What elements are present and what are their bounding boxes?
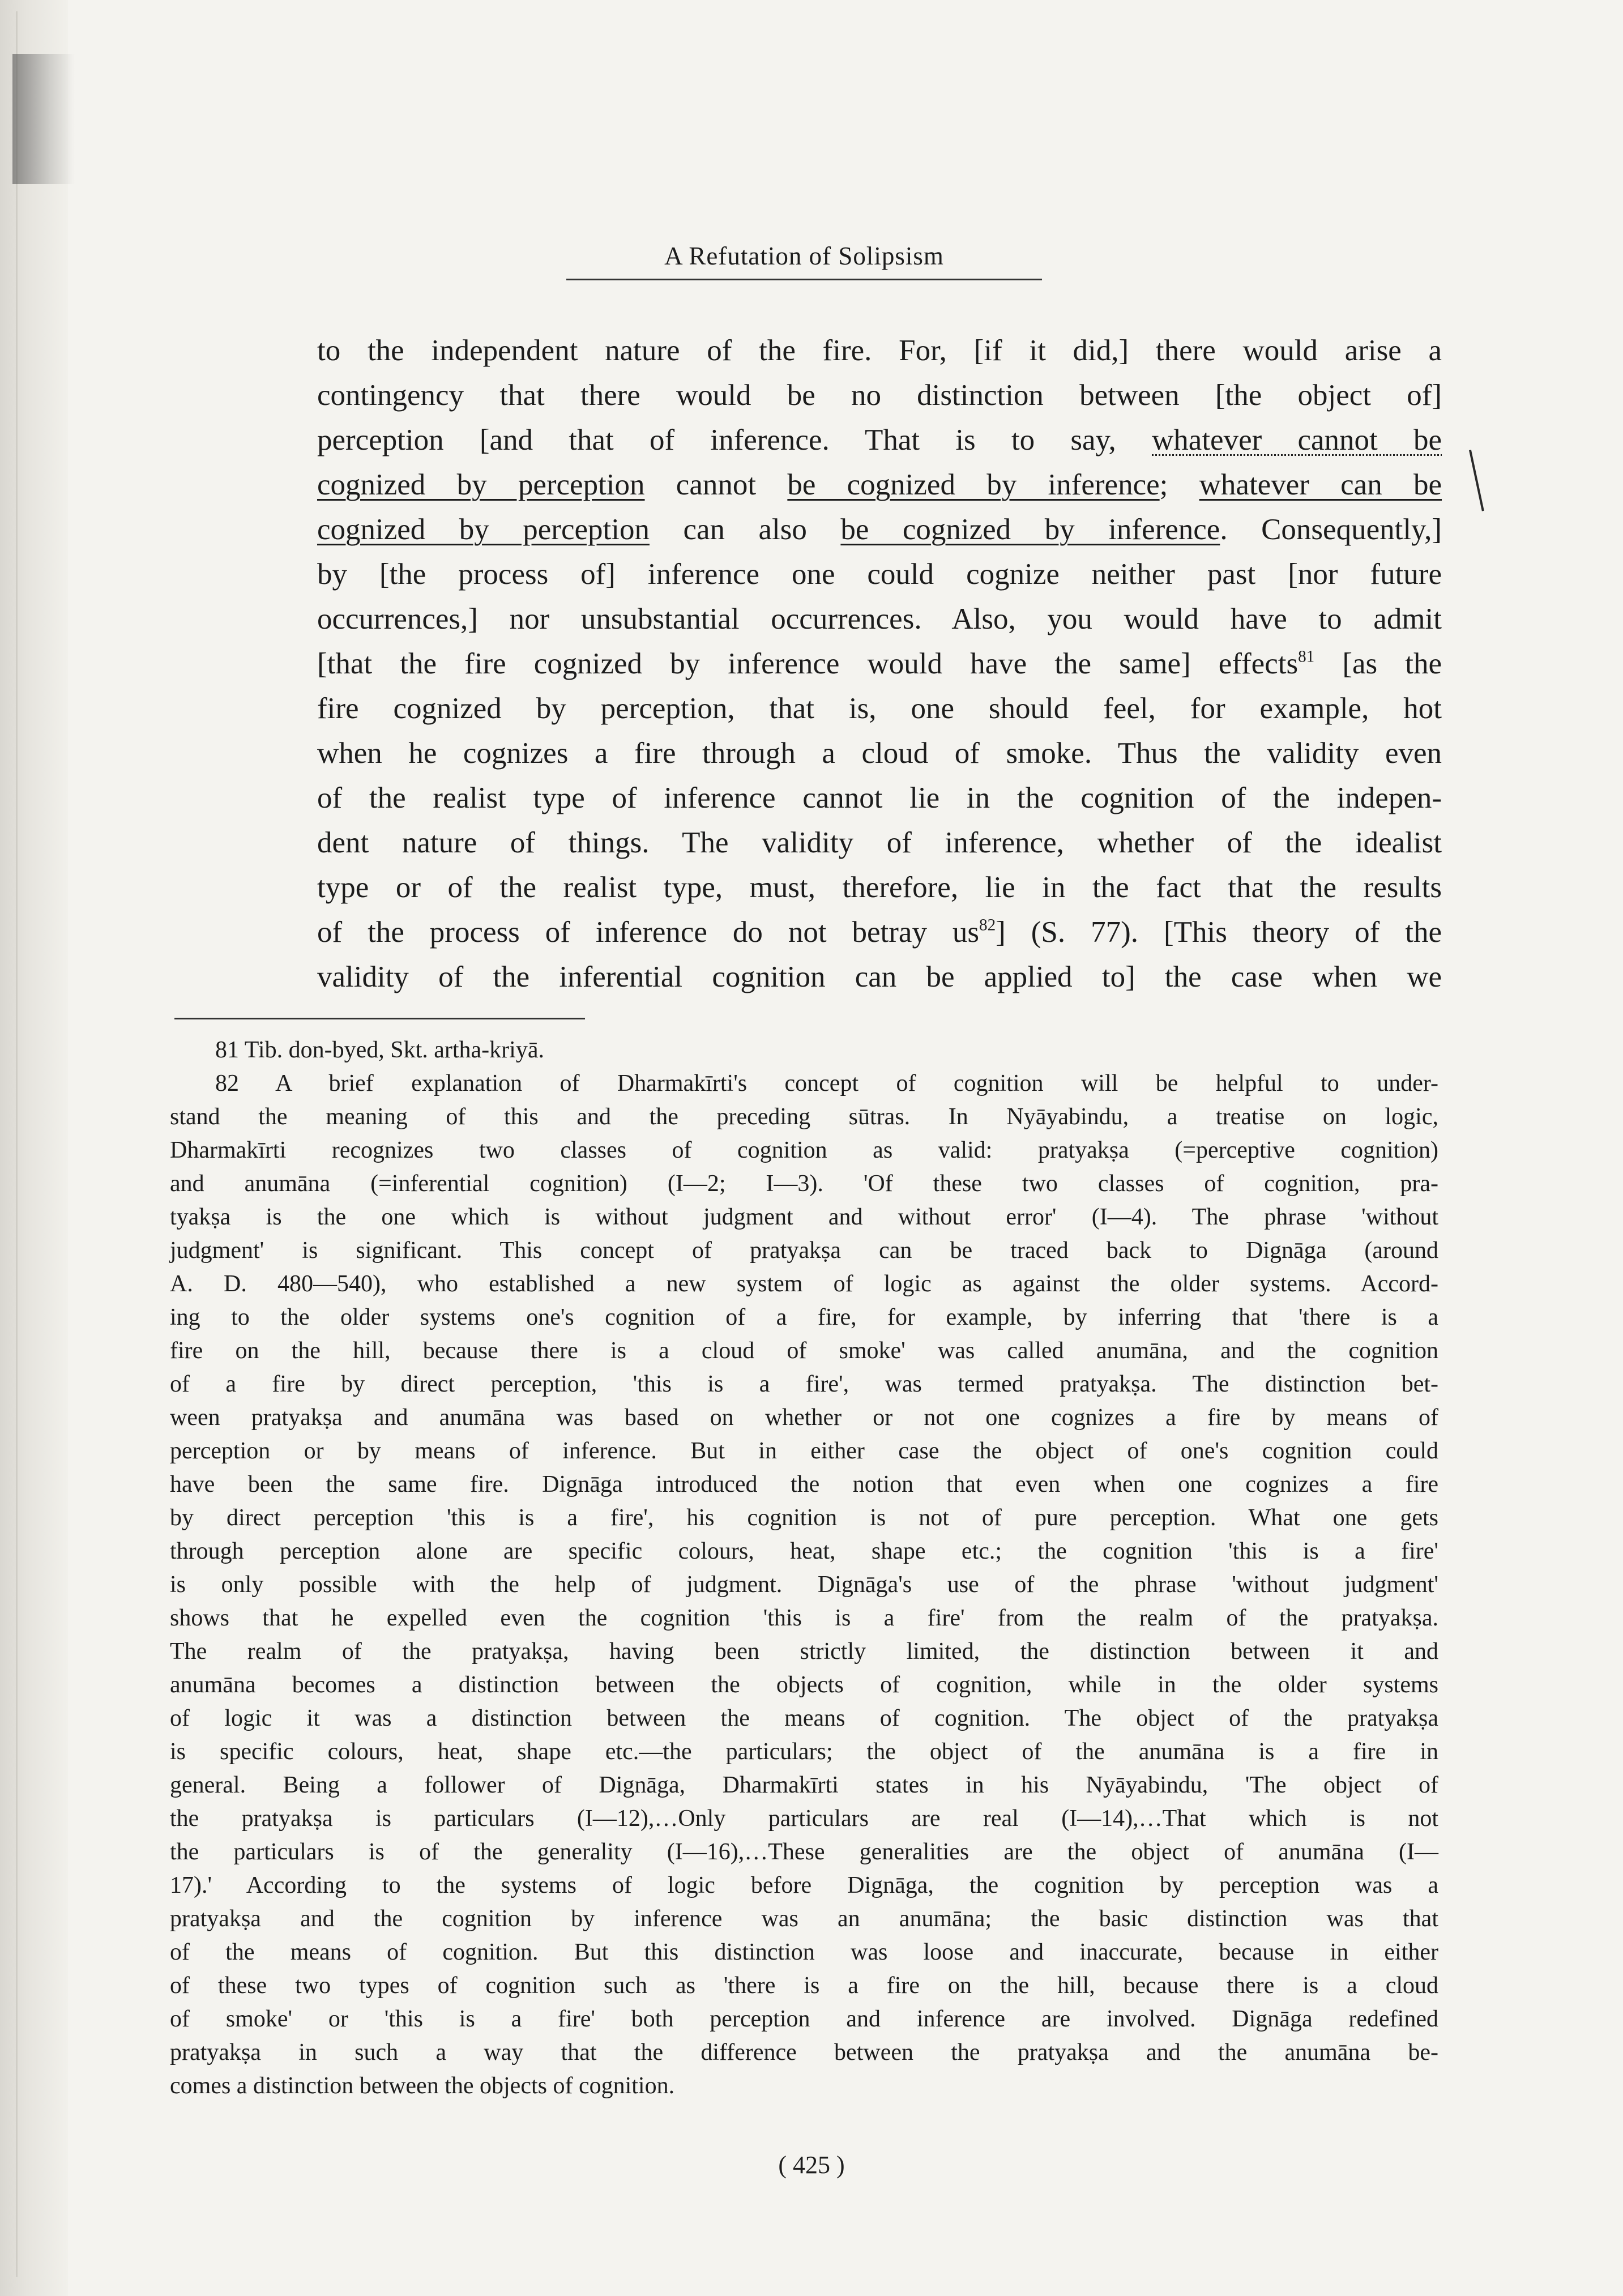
footnotes	[170, 1034, 1438, 2103]
footnote-rule	[174, 1018, 585, 1019]
main-line: contingency that there would be no distinction between [the object of]	[317, 379, 1442, 412]
footnote-line: pratyakṣa in such a way that the difference between the pratyakṣa and the anumāna be-	[170, 2039, 1438, 2065]
footnote-line: by direct perception 'this is a fire', his cognition is not of pure perception. What one gets	[170, 1505, 1438, 1531]
binding-edge-line	[16, 11, 18, 2277]
main-line: cognized by perception cannot be cognized by inference; whatever can be	[317, 468, 1442, 501]
underlined-phrase: cognized by perception	[317, 513, 650, 546]
main-line: by [the process of] inference one could cognize neither past [nor future	[317, 558, 1442, 591]
main-line: type or of the realist type, must, therefore, lie in the fact that the results	[317, 871, 1442, 904]
footnote-line: tyakṣa is the one which is without judgment and without error' (I—4). The phrase 'without	[170, 1204, 1438, 1230]
footnote-line: A. D. 480—540), who established a new system of logic as against the older systems. Accord-	[170, 1271, 1438, 1297]
main-line: of the realist type of inference cannot lie in the cognition of the indepen-	[317, 782, 1442, 814]
footnote-line: the pratyakṣa is particulars (I—12),…Only particulars are real (I—14),…That which is not	[170, 1806, 1438, 1832]
main-line: occurrences,] nor unsubstantial occurrences. Also, you would have to admit	[317, 603, 1442, 635]
main-line: when he cognizes a fire through a cloud of smoke. Thus the validity even	[317, 737, 1442, 770]
footnote-line: of a fire by direct perception, 'this is a fire', was termed pratyakṣa. The distinction bet-	[170, 1371, 1438, 1397]
footnote-line: ing to the older systems one's cognition of a fire, for example, by inferring that 'there is a	[170, 1304, 1438, 1330]
footnote-line: comes a distinction between the objects of cognition.	[170, 2073, 675, 2099]
footnote-line: of these two types of cognition such as 'there is a fire on the hill, because there is a cloud	[170, 1973, 1438, 1999]
footnote-line: of the means of cognition. But this distinction was loose and inaccurate, because in either	[170, 1939, 1438, 1965]
footnote-line: judgment' is significant. This concept of pratyakṣa can be traced back to Dignāga (around	[170, 1237, 1438, 1264]
main-line: dent nature of things. The validity of inference, whether of the idealist	[317, 826, 1442, 859]
page-number: ( 425 )	[778, 2151, 845, 2179]
footnote-81: 81 Tib. don-byed, Skt. artha-kriyā.	[215, 1037, 544, 1063]
footnote-line: is only possible with the help of judgment. Dignāga's use of the phrase 'without judgment'	[170, 1572, 1438, 1598]
underlined-phrase: be cognized by inference	[787, 468, 1160, 501]
footnote-line: of logic it was a distinction between the means of cognition. The object of the pratyakṣa	[170, 1705, 1438, 1731]
footnote-line: shows that he expelled even the cognition 'this is a fire' from the realm of the pratyakṣa.	[170, 1605, 1438, 1631]
footnote-ref: 82	[979, 916, 996, 934]
footnote-line: is specific colours, heat, shape etc.—the particulars; the object of the anumāna is a fire in	[170, 1739, 1438, 1765]
running-head: A Refutation of Solipsism	[566, 241, 1042, 280]
footnote-line: perception or by means of inference. But in either case the object of one's cognition could	[170, 1438, 1438, 1464]
underlined-phrase: whatever can be	[1199, 468, 1442, 501]
footnote-line: The realm of the pratyakṣa, having been strictly limited, the distinction between it and	[170, 1638, 1438, 1665]
main-line: to the independent nature of the fire. For, [if it did,] there would arise a	[317, 334, 1442, 367]
footnote-line: of smoke' or 'this is a fire' both perception and inference are involved. Dignāga redefined	[170, 2006, 1438, 2032]
main-line: perception [and that of inference. That is to say, whatever cannot be	[317, 424, 1442, 456]
main-line: [that the fire cognized by inference would have the same] effects$^{81}$ [as the	[317, 647, 1442, 680]
footnote-line: fire on the hill, because there is a cloud of smoke' was called anumāna, and the cognition	[170, 1338, 1438, 1364]
main-line: cognized by perception can also be cognized by inference. Consequently,]	[317, 513, 1442, 546]
scan-shadow-mark	[12, 54, 75, 184]
underlined-phrase: cognized by perception	[317, 468, 645, 501]
footnote-line: anumāna becomes a distinction between the objects of cognition, while in the older systems	[170, 1672, 1438, 1698]
main-line: fire cognized by perception, that is, one should feel, for example, hot	[317, 692, 1442, 725]
footnote-line: 17).' According to the systems of logic before Dignāga, the cognition by perception was a	[170, 1872, 1438, 1898]
footnote-line: Dharmakīrti recognizes two classes of cognition as valid: pratyakṣa (=perceptive cognition)	[170, 1137, 1438, 1163]
footnote-line: general. Being a follower of Dignāga, Dharmakīrti states in his Nyāyabindu, 'The object of	[170, 1772, 1438, 1798]
footnote-line: have been the same fire. Dignāga introduced the notion that even when one cognizes a fire	[170, 1471, 1438, 1497]
page-spine-shadow	[0, 0, 68, 2296]
underlined-phrase: be cognized by inference	[840, 513, 1220, 546]
footnote-line: stand the meaning of this and the preceding sūtras. In Nyāyabindu, a treatise on logic,	[170, 1104, 1438, 1130]
footnote-line: the particulars is of the generality (I—16),…These generalities are the object of anumāna (I—	[170, 1839, 1438, 1865]
footnote-line: through perception alone are specific colours, heat, shape etc.; the cognition 'this is a fire'	[170, 1538, 1438, 1564]
footnote-line: ween pratyakṣa and anumāna was based on whether or not one cognizes a fire by means of	[170, 1405, 1438, 1431]
footnote-line: 82 A brief explanation of Dharmakīrti's concept of cognition will be helpful to under-	[215, 1070, 1438, 1096]
main-text	[317, 328, 1442, 1000]
main-line: validity of the inferential cognition can be applied to] the case when we	[317, 961, 1442, 993]
footnote-line: pratyakṣa and the cognition by inference was an anumāna; the basic distinction was that	[170, 1906, 1438, 1932]
footnote-line: and anumāna (=inferential cognition) (I—2; I—3). 'Of these two classes of cognition, pra-	[170, 1171, 1438, 1197]
margin-pencil-mark	[1469, 449, 1490, 511]
underlined-phrase: whatever cannot be	[1152, 424, 1442, 456]
main-line: of the process of inference do not betray $us^{82}$] (S. 77). [This theory of the	[317, 916, 1442, 949]
footnote-ref: 81	[1298, 647, 1315, 666]
